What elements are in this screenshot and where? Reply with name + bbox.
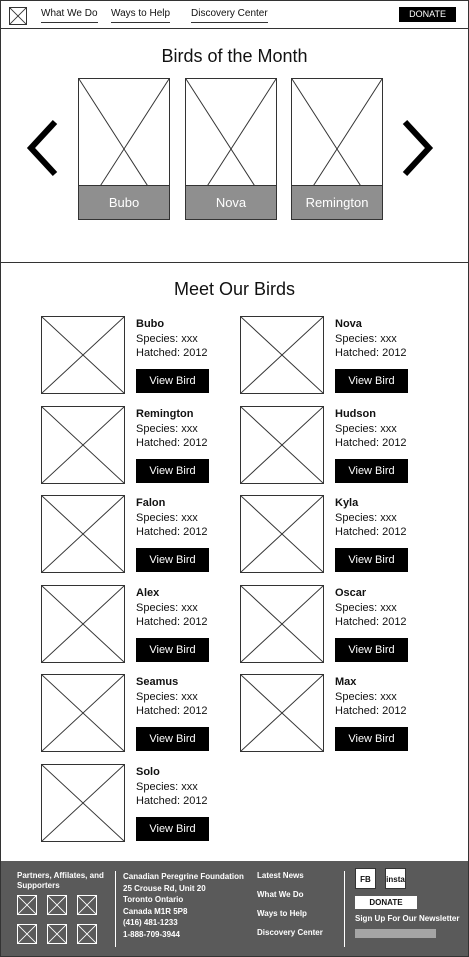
bird-name: Remington (136, 408, 194, 420)
partner-logo-placeholder[interactable] (47, 895, 67, 915)
bird-image-placeholder[interactable] (41, 585, 125, 663)
bird-image-placeholder[interactable] (41, 316, 125, 394)
view-bird-button[interactable]: View Bird (335, 727, 408, 751)
bird-card (240, 406, 440, 486)
bird-species: Species: xxx (136, 333, 198, 345)
bird-name: Kyla (335, 497, 359, 509)
phone-line: (416) 481-1233 (123, 918, 178, 927)
partner-logo-grid (17, 895, 101, 947)
bird-card (41, 585, 241, 665)
footer-link-latest-news[interactable]: Latest News (257, 871, 304, 880)
partner-logo-placeholder[interactable] (17, 895, 37, 915)
bird-name: Bubo (136, 318, 165, 330)
bird-hatched: Hatched: 2012 (335, 526, 407, 538)
bird-image-placeholder[interactable] (41, 764, 125, 842)
view-bird-button[interactable]: View Bird (335, 638, 408, 662)
bird-species: Species: xxx (136, 512, 198, 524)
address-line: Canadian Peregrine Foundation (123, 872, 244, 881)
bird-name: Alex (136, 587, 160, 599)
bird-card (240, 495, 440, 575)
bird-name: Falon (136, 497, 166, 509)
instagram-icon[interactable]: insta (385, 868, 406, 889)
bird-hatched: Hatched: 2012 (335, 616, 407, 628)
bird-species: Species: xxx (335, 512, 397, 524)
nav-what-we-do[interactable]: What We Do (41, 8, 98, 23)
month-bird-name: Nova (186, 185, 276, 219)
bird-image-placeholder[interactable] (41, 495, 125, 573)
bird-image-placeholder[interactable] (41, 674, 125, 752)
bird-hatched: Hatched: 2012 (136, 705, 208, 717)
partner-logo-placeholder[interactable] (47, 924, 67, 944)
bird-card (240, 585, 440, 665)
nav-discovery-center[interactable]: Discovery Center (191, 8, 268, 23)
address-line: Toronto Ontario (123, 895, 184, 904)
bird-card (41, 406, 241, 486)
nav-ways-to-help[interactable]: Ways to Help (111, 8, 170, 23)
birds-of-month-section (1, 30, 468, 263)
newsletter-email-input[interactable] (355, 929, 436, 938)
view-bird-button[interactable]: View Bird (136, 727, 209, 751)
bird-card (240, 674, 440, 754)
bird-card (240, 316, 440, 396)
bird-species: Species: xxx (335, 423, 397, 435)
view-bird-button[interactable]: View Bird (335, 459, 408, 483)
bird-image-placeholder[interactable] (240, 316, 324, 394)
address-line: Canada M1R 5P8 (123, 906, 188, 916)
bird-name: Max (335, 676, 357, 688)
footer-donate-button[interactable]: DONATE (355, 896, 417, 909)
site-footer (1, 861, 468, 956)
view-bird-button[interactable]: View Bird (136, 817, 209, 841)
phone-line: 1-888-709-3944 (123, 929, 180, 939)
top-nav-bar (1, 1, 468, 29)
month-bird-name: Bubo (79, 185, 169, 219)
view-bird-button[interactable]: View Bird (136, 369, 209, 393)
bird-hatched: Hatched: 2012 (335, 437, 407, 449)
bird-species: Species: xxx (136, 691, 198, 703)
newsletter-label: Sign Up For Our Newsletter (355, 914, 460, 923)
bird-card (41, 764, 241, 844)
partner-logo-placeholder[interactable] (77, 895, 97, 915)
bird-card (41, 674, 241, 754)
view-bird-button[interactable]: View Bird (136, 548, 209, 572)
footer-divider (344, 871, 345, 947)
bird-hatched: Hatched: 2012 (335, 347, 407, 359)
footer-divider (115, 871, 116, 947)
bird-species: Species: xxx (335, 602, 397, 614)
footer-link-ways-to-help[interactable]: Ways to Help (257, 909, 307, 918)
view-bird-button[interactable]: View Bird (335, 369, 408, 393)
footer-link-discovery-center[interactable]: Discovery Center (257, 928, 323, 937)
month-bird-card[interactable] (78, 78, 170, 220)
carousel-prev-icon[interactable] (23, 118, 63, 178)
bird-hatched: Hatched: 2012 (136, 437, 208, 449)
meet-our-birds-section (1, 264, 468, 860)
bird-hatched: Hatched: 2012 (136, 795, 208, 807)
donate-button[interactable]: DONATE (399, 7, 456, 22)
bird-species: Species: xxx (335, 333, 397, 345)
month-bird-card[interactable] (291, 78, 383, 220)
partners-heading: Partners, Affilates, and Supporters (17, 871, 104, 890)
carousel-next-icon[interactable] (397, 118, 437, 178)
bird-name: Nova (335, 318, 362, 330)
bird-hatched: Hatched: 2012 (136, 526, 208, 538)
foundation-address (123, 871, 244, 940)
bird-image-placeholder[interactable] (240, 585, 324, 663)
bird-species: Species: xxx (136, 423, 198, 435)
view-bird-button[interactable]: View Bird (335, 548, 408, 572)
bird-species: Species: xxx (335, 691, 397, 703)
facebook-icon[interactable]: FB (355, 868, 376, 889)
bird-hatched: Hatched: 2012 (335, 705, 407, 717)
bird-card (41, 316, 241, 396)
month-bird-name: Remington (292, 185, 382, 219)
bird-card (41, 495, 241, 575)
month-bird-card[interactable] (185, 78, 277, 220)
bird-species: Species: xxx (136, 781, 198, 793)
bird-image-placeholder[interactable] (240, 406, 324, 484)
site-logo-placeholder[interactable] (9, 7, 27, 25)
footer-link-what-we-do[interactable]: What We Do (257, 890, 304, 899)
bird-hatched: Hatched: 2012 (136, 347, 208, 359)
bird-name: Solo (136, 766, 160, 778)
bird-hatched: Hatched: 2012 (136, 616, 208, 628)
partner-logo-placeholder[interactable] (17, 924, 37, 944)
bird-image-placeholder[interactable] (240, 495, 324, 573)
meet-our-birds-title: Meet Our Birds (173, 279, 296, 299)
bird-name: Oscar (335, 587, 367, 599)
bird-species: Species: xxx (136, 602, 198, 614)
bird-name: Hudson (335, 408, 376, 420)
view-bird-button[interactable]: View Bird (136, 638, 209, 662)
address-line: 25 Crouse Rd, Unit 20 (123, 883, 206, 893)
bird-image-placeholder[interactable] (41, 406, 125, 484)
bird-image-placeholder[interactable] (240, 674, 324, 752)
view-bird-button[interactable]: View Bird (136, 459, 209, 483)
birds-of-month-title: Birds of the Month (161, 46, 308, 66)
partner-logo-placeholder[interactable] (77, 924, 97, 944)
bird-name: Seamus (136, 676, 179, 688)
